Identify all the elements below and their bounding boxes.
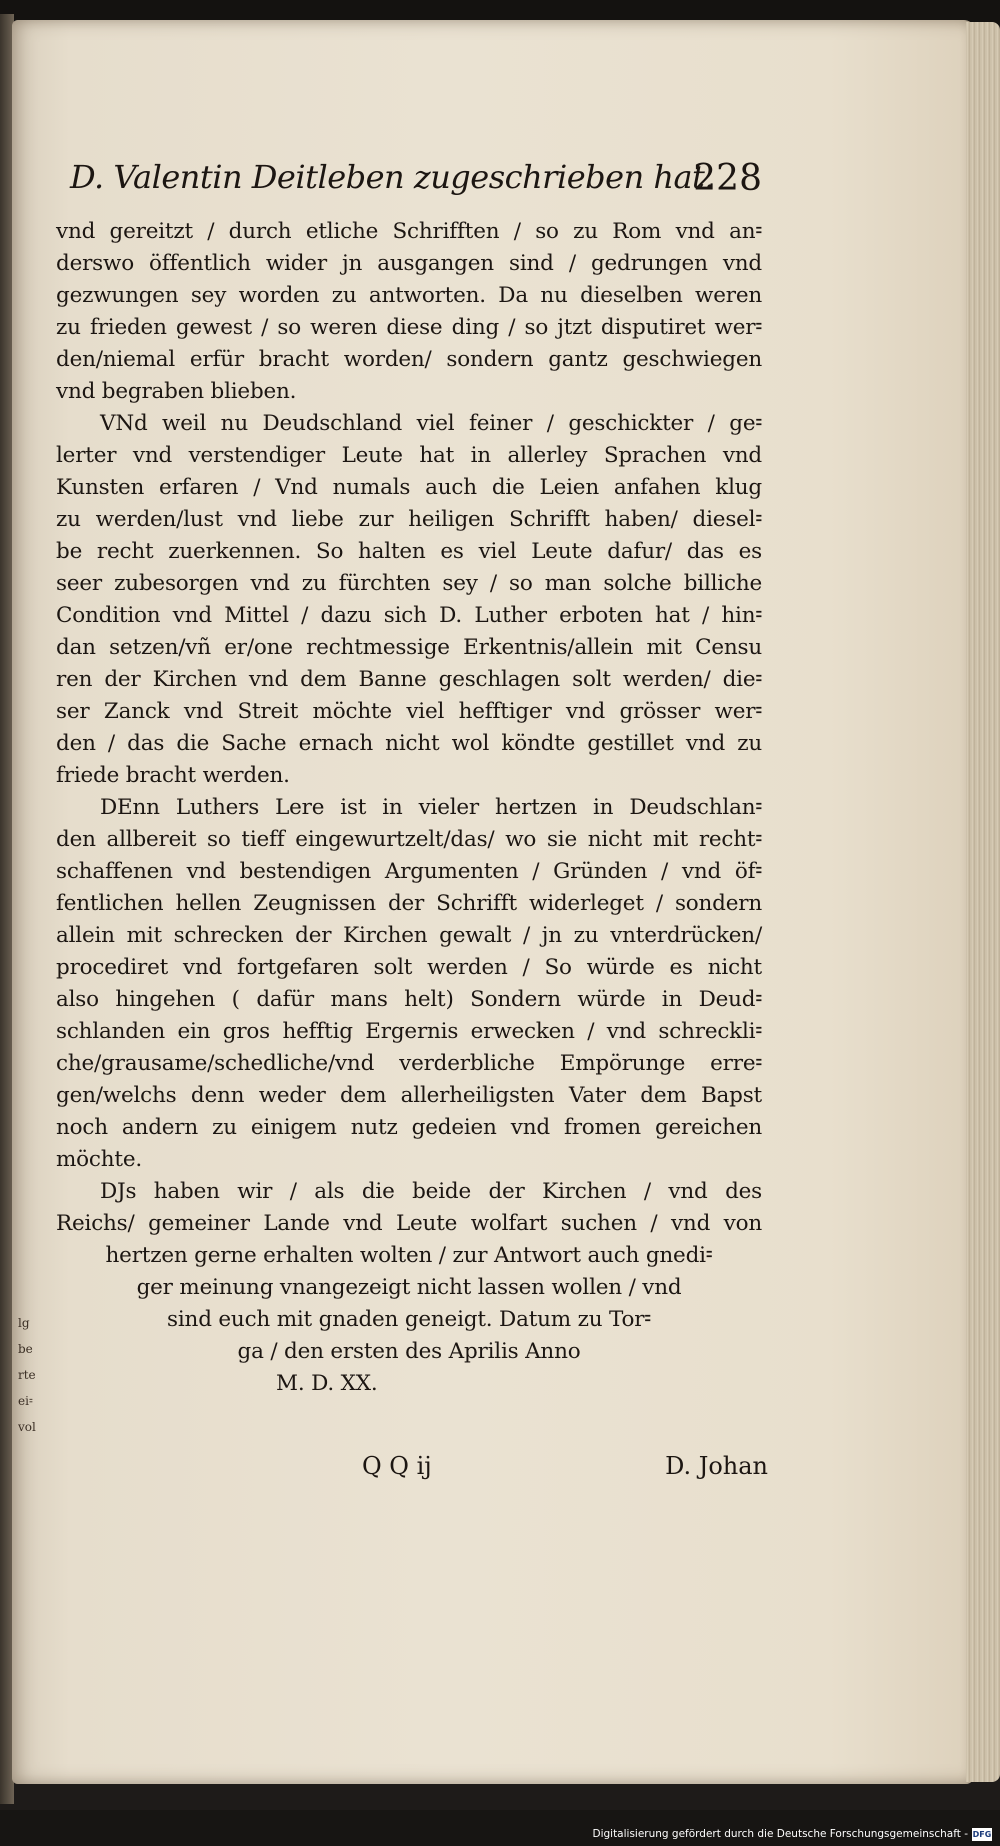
catchword: D. Johan <box>665 1452 768 1480</box>
text-line: derswo öffentlich wider jn ausgangen sind / gedrungen vnd <box>56 251 762 276</box>
page-text-block <box>56 158 768 1496</box>
text-line: schlanden ein gros hefftig Ergernis erwecken / vnd schreckli⹀ <box>56 1019 762 1044</box>
text-line: schaffenen vnd bestendigen Argumenten / Gründen / vnd öf⹀ <box>56 859 762 884</box>
margin-fragment: rte <box>18 1368 36 1382</box>
text-line: dan setzen/vñ er/one rechtmessige Erkentnis/allein mit Censu <box>56 635 762 660</box>
text-line: den allbereit so tieff eingewurtzelt/das/ wo sie nicht mit recht⹀ <box>56 827 762 852</box>
text-line: möchte. <box>56 1147 143 1172</box>
dfg-logo: DFG <box>972 1830 992 1839</box>
text-line: lerter vnd verstendiger Leute hat in allerley Sprachen vnd <box>56 443 762 468</box>
margin-fragment: ei⹀ <box>18 1394 33 1408</box>
text-line: allein mit schrecken der Kirchen gewalt / jn zu vnterdrücken/ <box>56 923 762 948</box>
running-title: D. Valentin Deitleben zugeschrieben hat. <box>70 158 715 196</box>
facing-page-margin-text <box>18 1310 36 1440</box>
text-line: hertzen gerne erhalten wolten / zur Antwort auch gnedi⹀ <box>105 1243 713 1268</box>
text-line: den/niemal erfür bracht worden/ sondern gantz geschwiegen <box>56 347 762 372</box>
text-line: be recht zuerkennen. So halten es viel Leute dafur/ das es <box>56 539 762 564</box>
margin-fragment: lg <box>18 1316 30 1330</box>
digitization-credit: Digitalisierung gefördert durch die Deutsche Forschungsgemeinschaft - <box>592 1828 968 1840</box>
text-line: Condition vnd Mittel / dazu sich D. Luther erboten hat / hin⹀ <box>56 603 762 628</box>
text-line: zu frieden gewest / so weren diese ding / so jtzt disputiret wer⹀ <box>56 315 762 340</box>
paragraph-first-line: DEnn Luthers Lere ist in vieler hertzen in Deudschlan⹀ <box>100 795 762 820</box>
text-line: zu werden/lust vnd liebe zur heiligen Schrifft haben/ diesel⹀ <box>56 507 762 532</box>
text-line: ga / den ersten des Aprilis Anno <box>237 1339 581 1364</box>
text-line: M. D. XX. <box>276 1371 378 1396</box>
page-footer-row <box>56 1452 768 1496</box>
margin-fragment: be <box>18 1342 33 1356</box>
page-stack-edges <box>966 22 1000 1782</box>
text-line: seer zubesorgen vnd zu fürchten sey / so man solche billiche <box>56 571 762 596</box>
text-line: friede bracht werden. <box>56 763 290 788</box>
text-line: Kunsten erfaren / Vnd numals auch die Leien anfahen klug <box>56 475 762 500</box>
text-line: den / das die Sache ernach nicht wol köndte gestillet vnd zu <box>56 731 762 756</box>
text-line: sind euch mit gnaden geneigt. Datum zu Tor⹀ <box>167 1307 651 1332</box>
text-line: procediret vnd fortgefaren solt werden / So würde es nicht <box>56 955 762 980</box>
text-line: ren der Kirchen vnd dem Banne geschlagen solt werden/ die⹀ <box>56 667 762 692</box>
text-line: ser Zanck vnd Streit möchte viel hefftiger vnd grösser wer⹀ <box>56 699 762 724</box>
text-line: che/grausame/schedliche/vnd verderbliche Empörunge erre⹀ <box>56 1051 762 1076</box>
running-head <box>70 158 762 216</box>
margin-fragment: vol <box>18 1420 36 1434</box>
text-line: gezwungen sey worden zu antworten. Da nu dieselben weren <box>56 283 762 308</box>
text-line: fentlichen hellen Zeugnissen der Schrifft widerleget / sondern <box>56 891 762 916</box>
folio-number: 228 <box>693 158 762 199</box>
text-line: noch andern zu einigem nutz gedeien vnd fromen gereichen <box>56 1115 762 1140</box>
signature-mark: Q Q ij <box>362 1452 432 1480</box>
text-line: Reichs/ gemeiner Lande vnd Leute wolfart suchen / vnd von <box>56 1211 762 1236</box>
text-line: vnd gereitzt / durch etliche Schrifften / so zu Rom vnd an⹀ <box>56 219 762 244</box>
text-line: gen/welchs denn weder dem allerheiligsten Vater dem Bapst <box>56 1083 762 1108</box>
text-line: also hingehen ( dafür mans helt) Sondern würde in Deud⹀ <box>56 987 762 1012</box>
paragraph-first-line: VNd weil nu Deudschland viel feiner / geschickter / ge⹀ <box>100 411 762 436</box>
text-line: vnd begraben blieben. <box>56 379 297 404</box>
scan-bottom-bar <box>0 1810 1000 1846</box>
paragraph-first-line: DJs haben wir / als die beide der Kirchen / vnd des <box>100 1179 762 1204</box>
text-line: ger meinung vnangezeigt nicht lassen wollen / vnd <box>136 1275 682 1300</box>
